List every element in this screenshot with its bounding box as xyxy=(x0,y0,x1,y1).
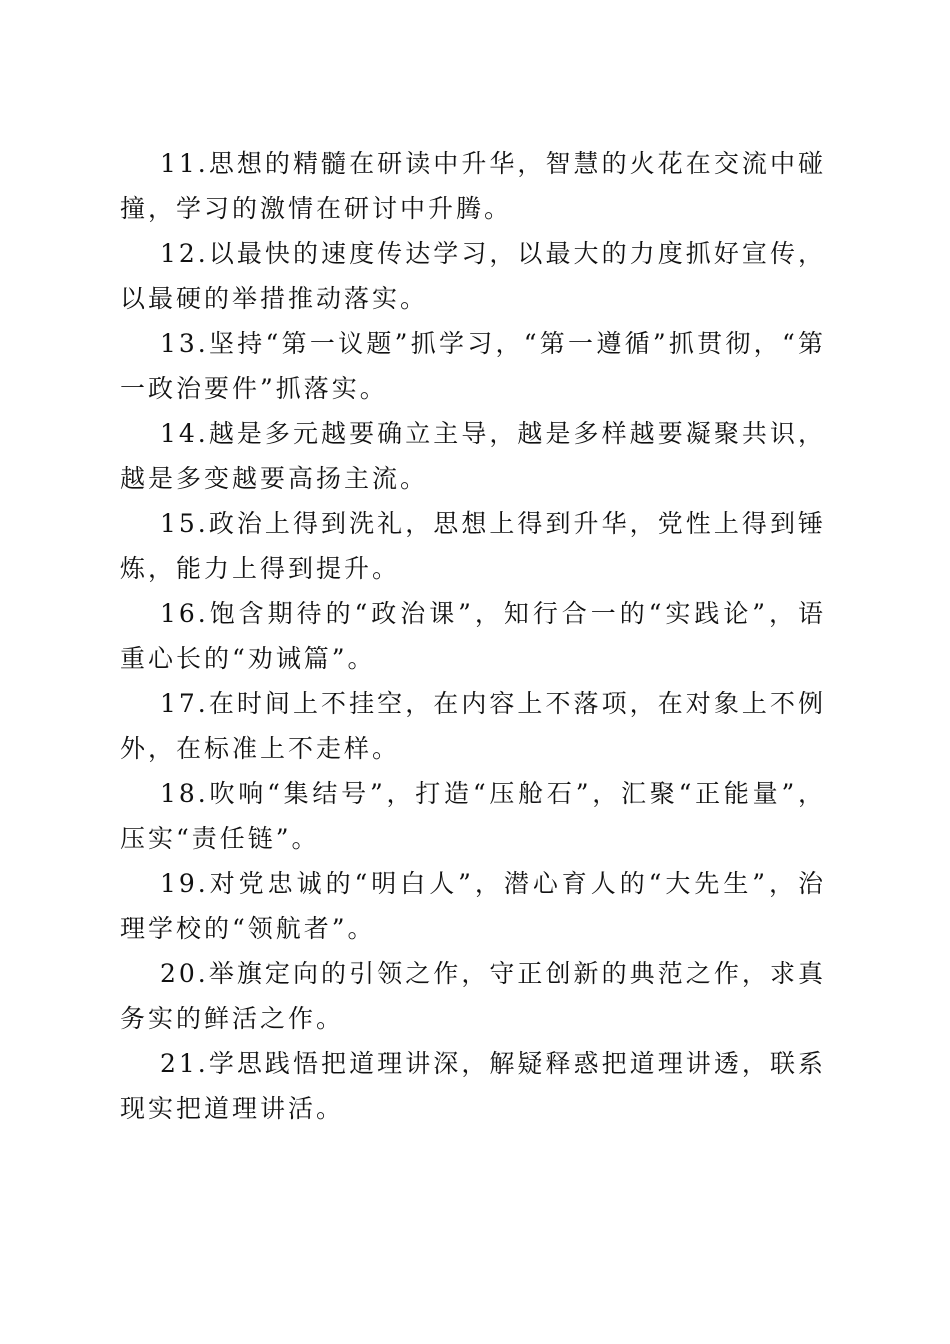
paragraph-12: 12.以最快的速度传达学习，以最大的力度抓好宣传，以最硬的举措推动落实。 xyxy=(120,239,826,313)
paragraph-13: 13.坚持“第一议题”抓学习，“第一遵循”抓贯彻，“第一政治要件”抓落实。 xyxy=(120,329,826,403)
paragraph-19: 19.对党忠诚的“明白人”，潜心育人的“大先生”，治理学校的“领航者”。 xyxy=(120,869,826,943)
paragraph-15: 15.政治上得到洗礼，思想上得到升华，党性上得到锤炼，能力上得到提升。 xyxy=(120,509,826,583)
paragraph-14: 14.越是多元越要确立主导，越是多样越要凝聚共识，越是多变越要高扬主流。 xyxy=(120,419,826,493)
document-body xyxy=(120,141,826,1131)
paragraph-18: 18.吹响“集结号”，打造“压舱石”，汇聚“正能量”，压实“责任链”。 xyxy=(120,779,826,853)
paragraph-11: 11.思想的精髓在研读中升华，智慧的火花在交流中碰撞，学习的激情在研讨中升腾。 xyxy=(120,149,826,223)
paragraph-20: 20.举旗定向的引领之作，守正创新的典范之作，求真务实的鲜活之作。 xyxy=(120,959,826,1033)
paragraph-17: 17.在时间上不挂空，在内容上不落项，在对象上不例外，在标准上不走样。 xyxy=(120,689,826,763)
paragraph-21: 21.学思践悟把道理讲深，解疑释惑把道理讲透，联系现实把道理讲活。 xyxy=(120,1049,826,1123)
paragraph-16: 16.饱含期待的“政治课”，知行合一的“实践论”，语重心长的“劝诫篇”。 xyxy=(120,599,826,673)
